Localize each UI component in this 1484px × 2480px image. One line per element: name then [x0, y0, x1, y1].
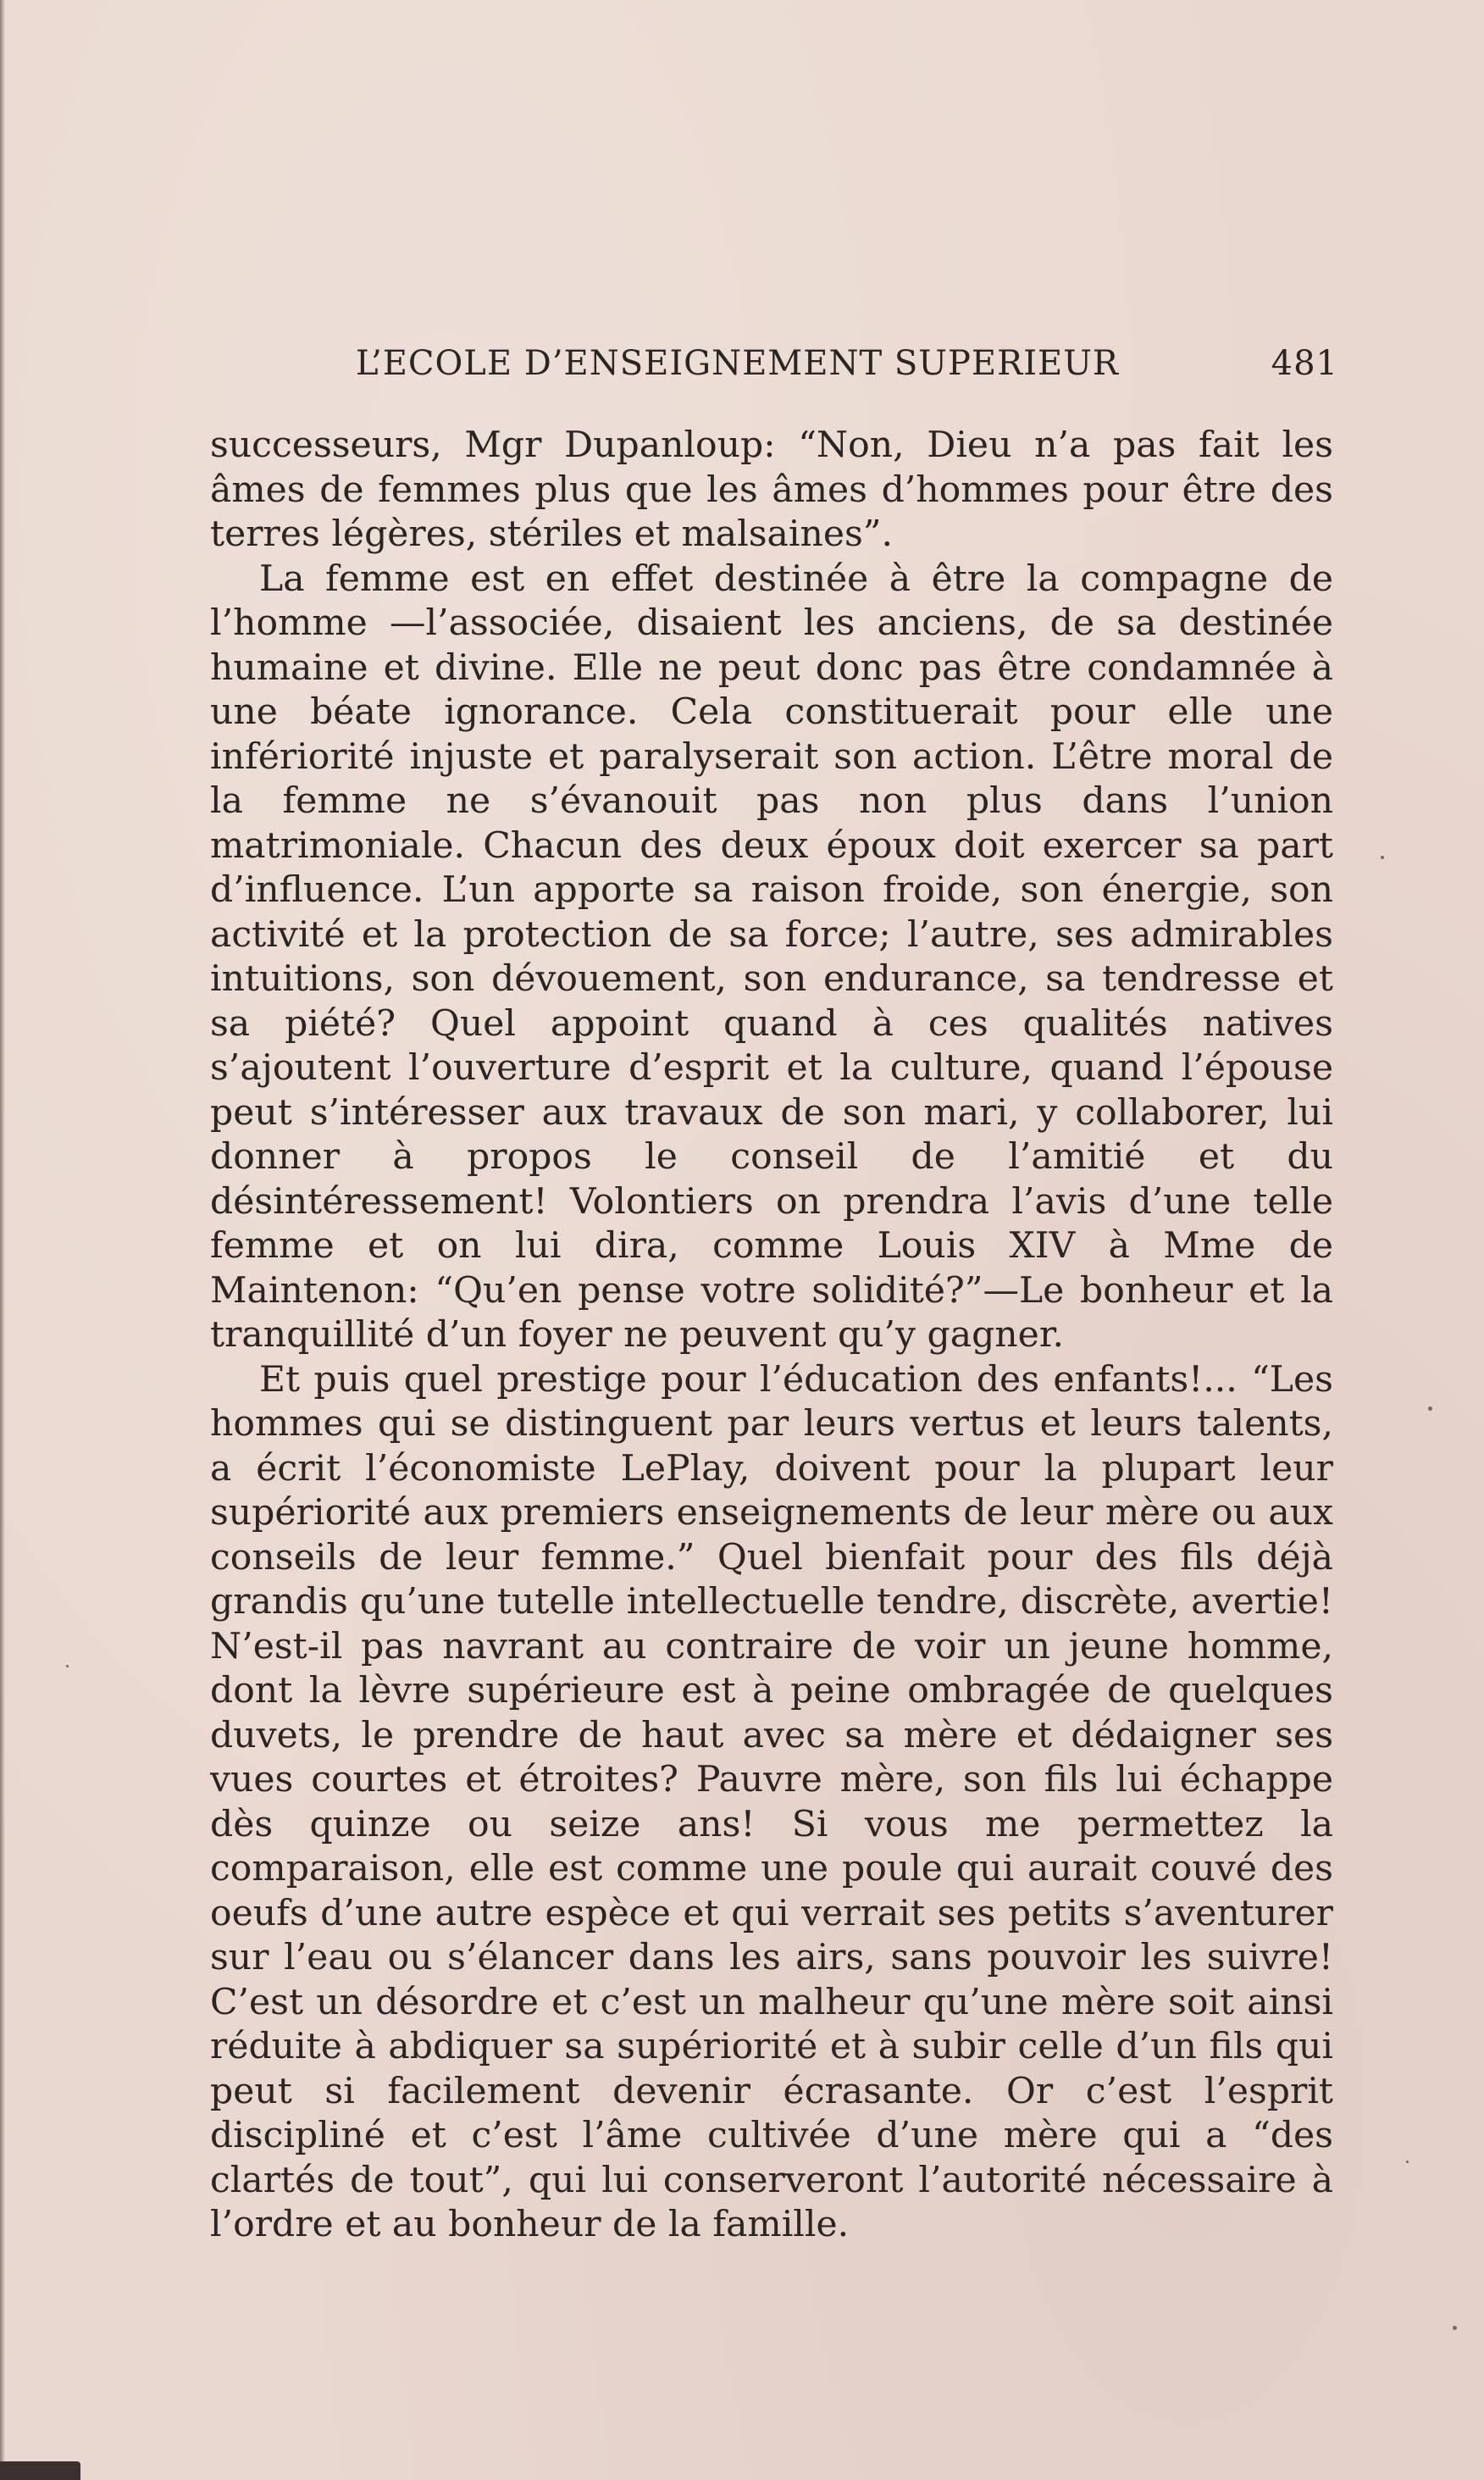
paragraph: La femme est en effet destinée à être la compagne de l’homme —l’associée, disaient les anciens, de sa destinée humaine et divine. Elle ne peut donc pas être condamnée à une béate ignorance. Cela constituerait pour elle une infériorité injuste et paralyserait son action. L’être moral de la femme ne s’évanouit pas non plus dans l’union matrimoniale. Chacun des deux époux doit exercer sa part d’influence. L’un apporte sa raison froide, son énergie, son activité et la protection de sa force; l’autre, ses admirables intuitions, son dévouement, son endurance, sa tendresse et sa piété? Quel appoint quand à ces qualités natives s’ajoutent l’ouverture d’esprit et la culture, quand l’épouse peut s’intéresser aux travaux de son mari, y collaborer, lui donner à propos le conseil de l’amitié et du désintéressement! Volontiers on prendra l’avis d’une telle femme et on lui dira, comme Louis XIV à Mme de Maintenon: “Qu’en pense votre solidité?”—Le bonheur et la tranquillité d’un foyer ne peuvent qu’y gagner.: [210, 558, 1333, 1356]
page-edge-shadow: [0, 0, 5, 2480]
paragraph-continuation: successeurs, Mgr Dupanloup: “Non, Dieu n’a pas fait les âmes de femmes plus que les âmes d’hommes pour être des terres légères, stériles et malsaines”.: [210, 424, 1333, 555]
paragraph: Et puis quel prestige pour l’éducation des enfants!... “Les hommes qui se distinguent par leurs vertus et leurs talents, a écrit l’économiste LePlay, doivent pour la plupart leur supériorité aux premiers enseignements de leur mère ou aux conseils de leur femme.” Quel bienfait pour des fils déjà grandis qu’une tutelle intellectuelle tendre, discrète, avertie! N’est-il pas navrant au contraire de voir un jeune homme, dont la lèvre supérieure est à peine ombragée de quelques duvets, le prendre de haut avec sa mère et dédaigner ses vues courtes et étroites? Pauvre mère, son fils lui échappe dès quinze ou seize ans! Si vous me permettez la comparaison, elle est comme une poule qui aurait couvé des oeufs d’une autre espèce et qui verrait ses petits s’aventurer sur l’eau ou s’élancer dans les airs, sans pouvoir les suivre! C’est un désordre et c’est un malheur qu’une mère soit ainsi réduite à abdiquer sa supériorité et à subir celle d’un fils qui peut si facilement devenir écrasante. Or c’est l’esprit discipliné et c’est l’âme cultivée d’une mère qui a “des clartés de tout”, qui lui conserveront l’autorité nécessaire à l’ordre et au bonheur de la famille.: [210, 1358, 1333, 2245]
running-title: L’ECOLE D’ENSEIGNEMENT SUPERIEUR: [356, 344, 1120, 383]
paper-speck: [1428, 1406, 1432, 1411]
paper-speck: [1406, 2161, 1409, 2163]
paper-speck: [1381, 856, 1384, 859]
body-text: [210, 424, 1333, 2248]
book-cover-corner: [0, 2461, 80, 2480]
page-number: 481: [1271, 344, 1338, 383]
paper-speck: [66, 1665, 69, 1667]
page-header: [356, 339, 1338, 390]
paper-speck: [1453, 2326, 1457, 2330]
